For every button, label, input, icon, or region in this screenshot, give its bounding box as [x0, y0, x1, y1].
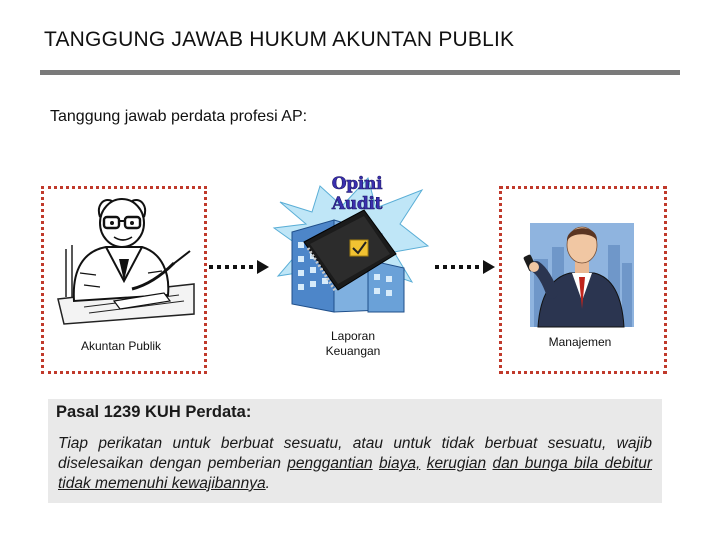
pasal-end: . — [265, 475, 270, 492]
akuntan-publik-label: Akuntan Publik — [80, 339, 162, 353]
subtitle: Tanggung jawab perdata profesi AP: — [50, 108, 308, 125]
underlined-biaya: biaya, — [378, 455, 421, 472]
akuntan-publik-box — [41, 186, 207, 374]
arrow-to-laporan — [207, 259, 271, 275]
pasal-quote-box — [48, 399, 662, 503]
laporan-label-line1: Laporan — [330, 329, 376, 343]
page-title: TANGGUNG JAWAB HUKUM AKUNTAN PUBLIK — [44, 28, 515, 51]
laporan-keuangan-label — [300, 329, 406, 359]
manajemen-label: Manajemen — [548, 335, 612, 349]
pasal-text-part: Tiap perikatan untuk berbuat sesuatu, atau untuk tidak berbuat sesuatu, wajib diselesaikan dengan pemberian — [58, 435, 652, 472]
underlined-kerugian: kerugian — [426, 455, 487, 472]
pasal-text — [58, 434, 652, 494]
pasal-heading: Pasal 1239 KUH Perdata: — [56, 403, 252, 421]
manager-illustration — [502, 189, 658, 329]
accountant-illustration — [44, 189, 198, 329]
manajemen-box — [499, 186, 667, 374]
underlined-penggantian: penggantian — [287, 455, 373, 472]
arrow-to-manajemen — [433, 259, 497, 275]
underlined-dan-bunga: dan bunga bila debitur tidak memenuhi kewajibannya — [58, 455, 652, 492]
laporan-label-line2: Keuangan — [325, 344, 381, 358]
laporan-keuangan-illustration — [272, 172, 432, 322]
opini-audit-heading: Opini Audit — [331, 174, 383, 214]
title-divider — [40, 70, 680, 75]
